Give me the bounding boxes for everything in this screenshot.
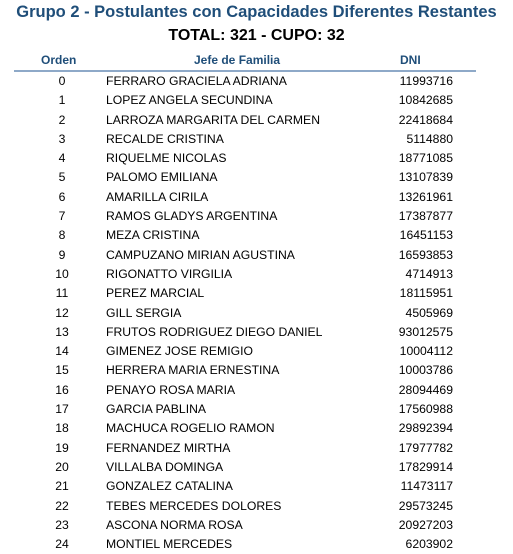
table-row <box>14 323 476 342</box>
table-row <box>14 72 476 91</box>
cell-orden: 14 <box>55 344 69 359</box>
cell-jefe-de-familia: ASCONA NORMA ROSA <box>106 517 243 532</box>
cell-dni: 29892394 <box>398 421 453 436</box>
cell-dni: 10842685 <box>398 93 453 108</box>
cell-dni: 17829914 <box>398 459 453 474</box>
cell-orden: 16 <box>55 382 69 397</box>
table-row <box>14 130 476 149</box>
cell-dni: 4505969 <box>405 305 453 320</box>
cell-dni: 16593853 <box>398 247 453 262</box>
cell-jefe-de-familia: GILL SERGIA <box>106 305 182 320</box>
table-row <box>14 246 476 265</box>
cell-jefe-de-familia: PEREZ MARCIAL <box>106 286 205 301</box>
table-row <box>14 497 476 516</box>
table-row <box>14 111 476 130</box>
cell-orden: 22 <box>55 498 69 513</box>
table-row <box>14 168 476 187</box>
cell-jefe-de-familia: RECALDE CRISTINA <box>106 131 224 146</box>
cell-orden: 23 <box>55 517 69 532</box>
column-header-orden: Orden <box>41 53 77 67</box>
cell-dni: 17560988 <box>398 402 453 417</box>
table-row <box>14 458 476 477</box>
column-header-dni: DNI <box>400 53 421 67</box>
cell-dni: 17387877 <box>398 209 453 224</box>
cell-dni: 11993716 <box>399 74 453 88</box>
cell-jefe-de-familia: LOPEZ ANGELA SECUNDINA <box>106 93 273 108</box>
cell-orden: 1 <box>58 93 66 108</box>
cell-jefe-de-familia: FERRARO GRACIELA ADRIANA <box>106 74 287 88</box>
table-row <box>14 516 476 535</box>
cell-orden: 3 <box>58 131 66 146</box>
cell-jefe-de-familia: MONTIEL MERCEDES <box>106 537 233 552</box>
cell-orden: 6 <box>58 189 66 204</box>
cell-orden: 18 <box>55 421 69 436</box>
cell-orden: 15 <box>55 363 69 378</box>
cell-orden: 9 <box>58 247 66 262</box>
cell-orden: 21 <box>55 479 69 494</box>
cell-jefe-de-familia: RIQUELME NICOLAS <box>106 151 227 166</box>
cell-orden: 12 <box>55 305 69 320</box>
cell-dni: 17977782 <box>398 440 453 455</box>
table-row <box>14 419 476 438</box>
cell-jefe-de-familia: CAMPUZANO MIRIAN AGUSTINA <box>106 247 295 262</box>
cell-dni: 5114880 <box>406 131 453 146</box>
cell-jefe-de-familia: FERNANDEZ MIRTHA <box>106 440 231 455</box>
cell-orden: 0 <box>58 74 66 88</box>
table-row <box>14 400 476 419</box>
table-row <box>14 149 476 168</box>
cell-orden: 17 <box>55 402 69 417</box>
table-header <box>14 51 476 72</box>
cell-jefe-de-familia: GONZALEZ CATALINA <box>106 479 233 494</box>
cell-dni: 10003786 <box>398 363 453 378</box>
cell-orden: 8 <box>58 228 66 243</box>
cell-dni: 11473117 <box>400 479 453 494</box>
cell-jefe-de-familia: AMARILLA CIRILA <box>106 189 209 204</box>
table-row <box>14 342 476 361</box>
cell-dni: 13261961 <box>398 189 453 204</box>
cell-jefe-de-familia: RAMOS GLADYS ARGENTINA <box>106 209 278 224</box>
cell-dni: 13107839 <box>398 170 453 185</box>
document-subtitle: TOTAL: 321 - CUPO: 32 <box>168 27 345 44</box>
cell-jefe-de-familia: PENAYO ROSA MARIA <box>106 382 236 397</box>
cell-dni: 20927203 <box>398 517 453 532</box>
table-row <box>14 381 476 400</box>
cell-jefe-de-familia: MACHUCA ROGELIO RAMON <box>106 421 275 436</box>
table-row <box>14 284 476 303</box>
cell-orden: 24 <box>55 537 69 552</box>
cell-dni: 18115951 <box>399 286 453 301</box>
table-row <box>14 226 476 245</box>
cell-jefe-de-familia: GARCIA PABLINA <box>106 402 207 417</box>
document-title: Grupo 2 - Postulantes con Capacidades Diferentes Restantes <box>16 3 497 21</box>
table-row <box>14 265 476 284</box>
cell-orden: 20 <box>55 459 69 474</box>
cell-orden: 7 <box>58 209 66 224</box>
cell-orden: 13 <box>55 324 69 339</box>
cell-dni: 10004112 <box>399 344 453 359</box>
table-row <box>14 439 476 458</box>
cell-dni: 18771085 <box>398 151 453 166</box>
cell-jefe-de-familia: TEBES MERCEDES DOLORES <box>106 498 282 513</box>
table-row <box>14 188 476 207</box>
cell-dni: 93012575 <box>398 324 453 339</box>
cell-orden: 4 <box>58 151 66 166</box>
cell-jefe-de-familia: MEZA CRISTINA <box>106 228 200 243</box>
cell-jefe-de-familia: RIGONATTO VIRGILIA <box>106 266 233 281</box>
cell-jefe-de-familia: PALOMO EMILIANA <box>106 170 218 185</box>
cell-jefe-de-familia: LARROZA MARGARITA DEL CARMEN <box>106 112 320 127</box>
cell-dni: 29573245 <box>398 498 453 513</box>
cell-dni: 6203902 <box>405 537 453 552</box>
cell-orden: 10 <box>55 266 69 281</box>
column-header-jefe-de-familia: Jefe de Familia <box>194 53 281 67</box>
cell-dni: 22418684 <box>398 112 453 127</box>
cell-orden: 2 <box>58 112 66 127</box>
cell-jefe-de-familia: GIMENEZ JOSE REMIGIO <box>106 344 253 359</box>
table-row <box>14 207 476 226</box>
table-row <box>14 477 476 496</box>
cell-dni: 28094469 <box>398 382 453 397</box>
table-body <box>14 72 476 554</box>
cell-jefe-de-familia: VILLALBA DOMINGA <box>106 459 224 474</box>
table-row <box>14 304 476 323</box>
cell-orden: 5 <box>58 170 66 185</box>
cell-orden: 19 <box>55 440 69 455</box>
cell-orden: 11 <box>55 286 69 301</box>
cell-jefe-de-familia: HERRERA MARIA ERNESTINA <box>106 363 280 378</box>
table-row <box>14 361 476 380</box>
cell-dni: 4714913 <box>405 266 453 281</box>
cell-dni: 16451153 <box>399 228 453 243</box>
cell-jefe-de-familia: FRUTOS RODRIGUEZ DIEGO DANIEL <box>106 324 323 339</box>
table-row <box>14 91 476 110</box>
